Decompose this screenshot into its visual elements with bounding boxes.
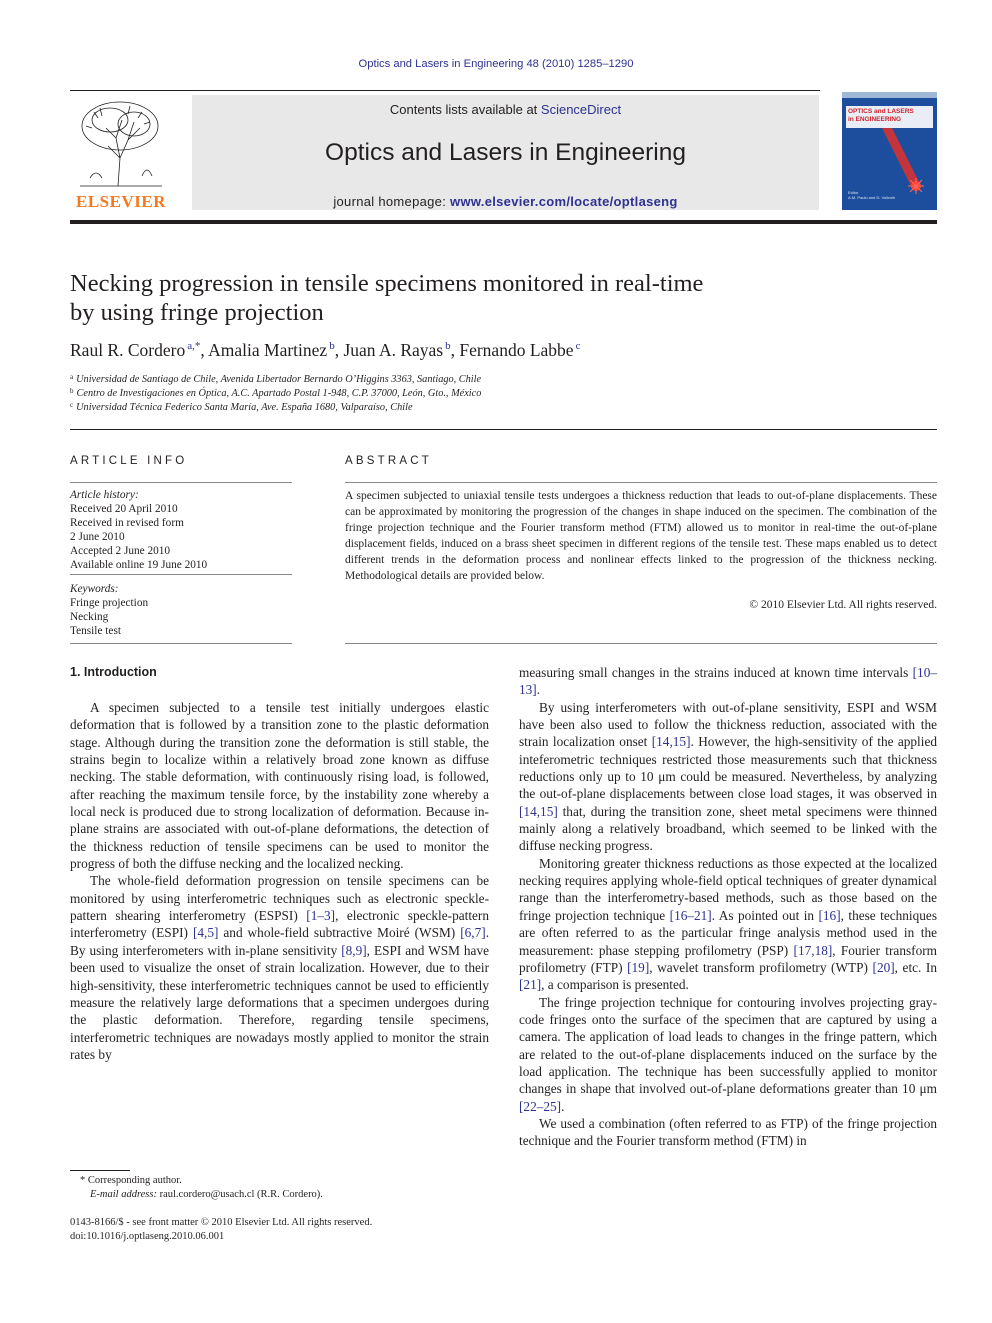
reference-link[interactable]: [10–13] <box>519 665 937 698</box>
text: , wavelet transform profilometry (WTP) <box>649 959 873 975</box>
footnote-rule <box>70 1170 130 1171</box>
reference-link[interactable]: [16–21] <box>669 907 712 923</box>
abstract-copyright: © 2010 Elsevier Ltd. All rights reserved. <box>749 599 937 611</box>
author: Juan A. Rayas <box>343 340 444 360</box>
section-heading-introduction: 1. Introduction <box>70 665 157 679</box>
reference-link[interactable]: [17,18] <box>793 942 833 958</box>
text: . By using interferometers with in-plane sensitivity <box>70 925 490 958</box>
abstract-text: A specimen subjected to uniaxial tensile tests undergoes a thickness reduction that leads to out-of-plane displacements. These can be approximated by monitoring the progression of the changes in shape induced on the specimen. The combination of the fringe projection technique and the Fourier transform method (FTM) allowed us to monitor in real-time the out-of-plane displacement fields, induced on a brass sheet specimen in different regions of the tensile test. These maps enabled us to detect different trends in the deformation process and nonlinear effects linked to the progression of the thickness necking. Methodological details are provided below. <box>345 490 937 582</box>
text: and whole-field subtractive Moiré (WSM) <box>218 925 461 941</box>
paragraph <box>519 855 937 994</box>
email-address[interactable]: raul.cordero@usach.cl (R.R. Cordero). <box>159 1189 323 1200</box>
footer-doi[interactable]: doi:10.1016/j.optlaseng.2010.06.001 <box>70 1231 225 1242</box>
history-label: Article history: <box>70 489 139 501</box>
author-sup[interactable]: a,* <box>187 340 201 352</box>
keywords-rule <box>70 574 292 575</box>
affiliation-sup: b <box>70 387 74 395</box>
cover-editors <box>848 190 908 200</box>
cover-title-line1: OPTICS and LASERS <box>848 108 914 115</box>
header-top-rule <box>70 90 820 91</box>
author: Raul R. Cordero <box>70 340 186 360</box>
homepage-line <box>192 194 819 209</box>
text: , a comparison is presented. <box>541 977 689 993</box>
affiliation-sup: c <box>70 401 74 409</box>
paragraph <box>70 872 489 1063</box>
corresponding-author-note: * Corresponding author. <box>80 1175 182 1186</box>
text: Monitoring greater thickness reductions as those expected at the localized necking requires applying whole-field optical techniques of greater dynamical range than the interferometry-based methods, such as those based on the fringe projection technique <box>519 855 937 923</box>
article-title <box>70 269 830 327</box>
affiliation-text: Universidad de Santiago de Chile, Avenida Libertador Bernardo O’Higgins 3363, Santiago, Chile <box>76 374 482 385</box>
history-item: 2 June 2010 <box>70 531 125 543</box>
text: . <box>561 1098 565 1114</box>
reference-link[interactable]: [20] <box>872 959 895 975</box>
body-right-column <box>519 664 937 1150</box>
keyword: Necking <box>70 611 109 623</box>
author: Amalia Martinez <box>208 340 328 360</box>
affiliation-text: Universidad Técnica Federico Santa María, Ave. España 1680, Valparaíso, Chile <box>76 402 413 413</box>
keywords-label: Keywords: <box>70 583 119 595</box>
paragraph: A specimen subjected to a tensile test initially undergoes elastic deformation that is followed by a transition zone to the plastic deformation stage. Although during the transition zone the deformation is still stable, the strains begin to localize within a relatively broad zone known as diffuse necking. The stable deformation, with continuously rising load, is followed, after reaching the maximum tensile force, by the instability zone whereby a local neck is produced due to strong localization of deformation. Because in-plane strains are associated with out-of-plane deformations, the detection of the thickness reduction of tensile specimens can be used to monitor the progress of both the diffuse necking and the localized necking. <box>70 700 489 872</box>
text: , ESPI and WSM have been used to visualize the onset of strain localization. However, due to their high-sensitivity, these interferometric techniques cannot be used to efficiently measure the relatively large deformations that a specimen undergoes during the plastic deformation. Therefore, regarding tensile specimens, interferometric techniques are nowadays mostly applied to monitor the strain rates by <box>70 942 489 1062</box>
article-info-rule <box>70 482 292 483</box>
article-info-bottom-rule <box>70 643 292 644</box>
affiliation-sup: a <box>70 373 74 381</box>
affiliation-rule <box>70 429 937 430</box>
history-item: Accepted 2 June 2010 <box>70 545 171 557</box>
journal-banner <box>192 95 819 210</box>
text: By using interferometers with out-of-plane sensitivity, ESPI and WSM have been also used to follow the thickness reduction, associated with the strain localization onset <box>519 699 937 750</box>
article-title-line2: by using fringe projection <box>70 299 324 326</box>
affiliation-text: Centro de Investigaciones en Óptica, A.C. Apartado Postal 1-948, C.P. 37000, León, Gto., México <box>76 388 482 399</box>
reference-link[interactable]: [8,9] <box>341 942 367 958</box>
homepage-prefix: journal homepage: <box>333 194 451 209</box>
reference-link[interactable]: [14,15] <box>519 803 558 819</box>
contents-line <box>192 102 819 117</box>
keyword: Fringe projection <box>70 597 149 609</box>
cover-editor-line1: Editor <box>848 190 859 195</box>
publisher-name: ELSEVIER <box>76 192 166 211</box>
reference-link[interactable]: [22–25] <box>519 1098 562 1114</box>
reference-link[interactable]: [19] <box>627 959 650 975</box>
text: , these techniques are often referred to as the particular fringe analysis method used in the measurement: phase stepping profilometry (PSP) <box>519 907 938 958</box>
header-bottom-rule <box>70 220 937 224</box>
footer-copyright: 0143-8166/$ - see front matter © 2010 Elsevier Ltd. All rights reserved. <box>70 1217 373 1228</box>
history-item: Received in revised form <box>70 517 184 529</box>
abstract-rule <box>345 482 937 483</box>
affiliation <box>70 387 770 399</box>
journal-title: Optics and Lasers in Engineering <box>325 139 686 166</box>
paragraph: We used a combination (often referred to as FTP) of the fringe projection technique and the Fourier transform method (FTM) in <box>519 1115 937 1149</box>
text: , electronic speckle-pattern interferometry (ESPI) <box>70 908 489 941</box>
contents-prefix: Contents lists available at <box>389 102 541 117</box>
body-left-column <box>70 699 489 1063</box>
author: Fernando Labbe <box>459 340 574 360</box>
text: . As pointed out in <box>711 907 819 923</box>
journal-citation[interactable]: Optics and Lasers in Engineering 48 (2010) 1285–1290 <box>358 58 634 70</box>
abstract-heading: ABSTRACT <box>345 455 432 467</box>
author-sup[interactable]: b <box>329 340 335 352</box>
text: The fringe projection technique for contouring involves projecting gray-code fringes onto the surface of the specimen that are captured by using a camera. The application of load leads to changes in the fringe pattern, which are related to the out-of-plane displacements induced on the surface by the load application. The technique has been successfully applied to monitor changes in shape that involved out-of-plane deformations greater than 10 μm <box>519 994 937 1097</box>
reference-link[interactable]: [14,15] <box>651 734 691 750</box>
article-info-heading: ARTICLE INFO <box>70 455 188 467</box>
homepage-link[interactable]: www.elsevier.com/locate/optlaseng <box>450 194 678 209</box>
affiliation <box>70 401 770 413</box>
paragraph <box>519 994 937 1115</box>
article-title-line1: Necking progression in tensile specimens monitored in real-time <box>70 270 704 297</box>
journal-cover-image[interactable] <box>842 92 937 210</box>
email-label: E-mail address: <box>90 1189 160 1200</box>
article-history <box>70 488 292 572</box>
cover-title <box>848 108 932 124</box>
text: . However, the high-sensitivity of the applied inteferometric techniques restricted those measurements such that thickness reductions only up to 10 μm could be measured. Nevertheless, by analyzing the out-of-plane displacements between close load stages, it was observed in <box>519 734 937 802</box>
text: measuring small changes in the strains induced at known time intervals <box>519 665 913 680</box>
cover-title-line2: in ENGINEERING <box>848 116 902 123</box>
author-sup[interactable]: c <box>575 340 581 352</box>
text: , etc. In <box>894 959 938 975</box>
reference-link[interactable]: [4,5] <box>192 925 219 941</box>
keyword: Tensile test <box>70 625 121 637</box>
reference-link[interactable]: [16] <box>818 907 841 923</box>
author-list: Raul R. Cordero $^{a,*}$, Amalia Martinez $^b$, Juan A. Rayas $^b$, Fernando Labbe $^c$ <box>70 340 581 360</box>
text: that, during the transition zone, sheet metal specimens were thinned mainly along a relatively broadband, which seemed to be linked with the diffuse necking progress. <box>519 803 937 854</box>
reference-link[interactable]: [6,7] <box>460 925 486 941</box>
reference-link[interactable]: [21] <box>519 977 542 993</box>
reference-link[interactable]: [1–3] <box>306 908 336 924</box>
abstract-bottom-rule <box>345 643 937 644</box>
email-note <box>90 1189 323 1200</box>
history-item: Available online 19 June 2010 <box>70 559 208 571</box>
text: The whole-field deformation progression on tensile specimens can be monitored by using interferometric techniques such as electronic speckle-pattern shearing interferometry (ESPSI) <box>70 873 489 924</box>
paragraph <box>519 699 937 855</box>
paragraph <box>519 664 937 699</box>
sciencedirect-link[interactable]: ScienceDirect <box>540 102 622 117</box>
affiliation <box>70 373 770 385</box>
text: , Fourier transform profilometry (FTP) <box>519 942 937 975</box>
history-item: Received 20 April 2010 <box>70 503 178 515</box>
cover-editor-line2: A.M. Paulo and D. Vollrath <box>848 195 895 200</box>
text: . <box>536 682 541 698</box>
author-sup[interactable]: b <box>445 340 451 352</box>
keywords <box>70 582 292 638</box>
